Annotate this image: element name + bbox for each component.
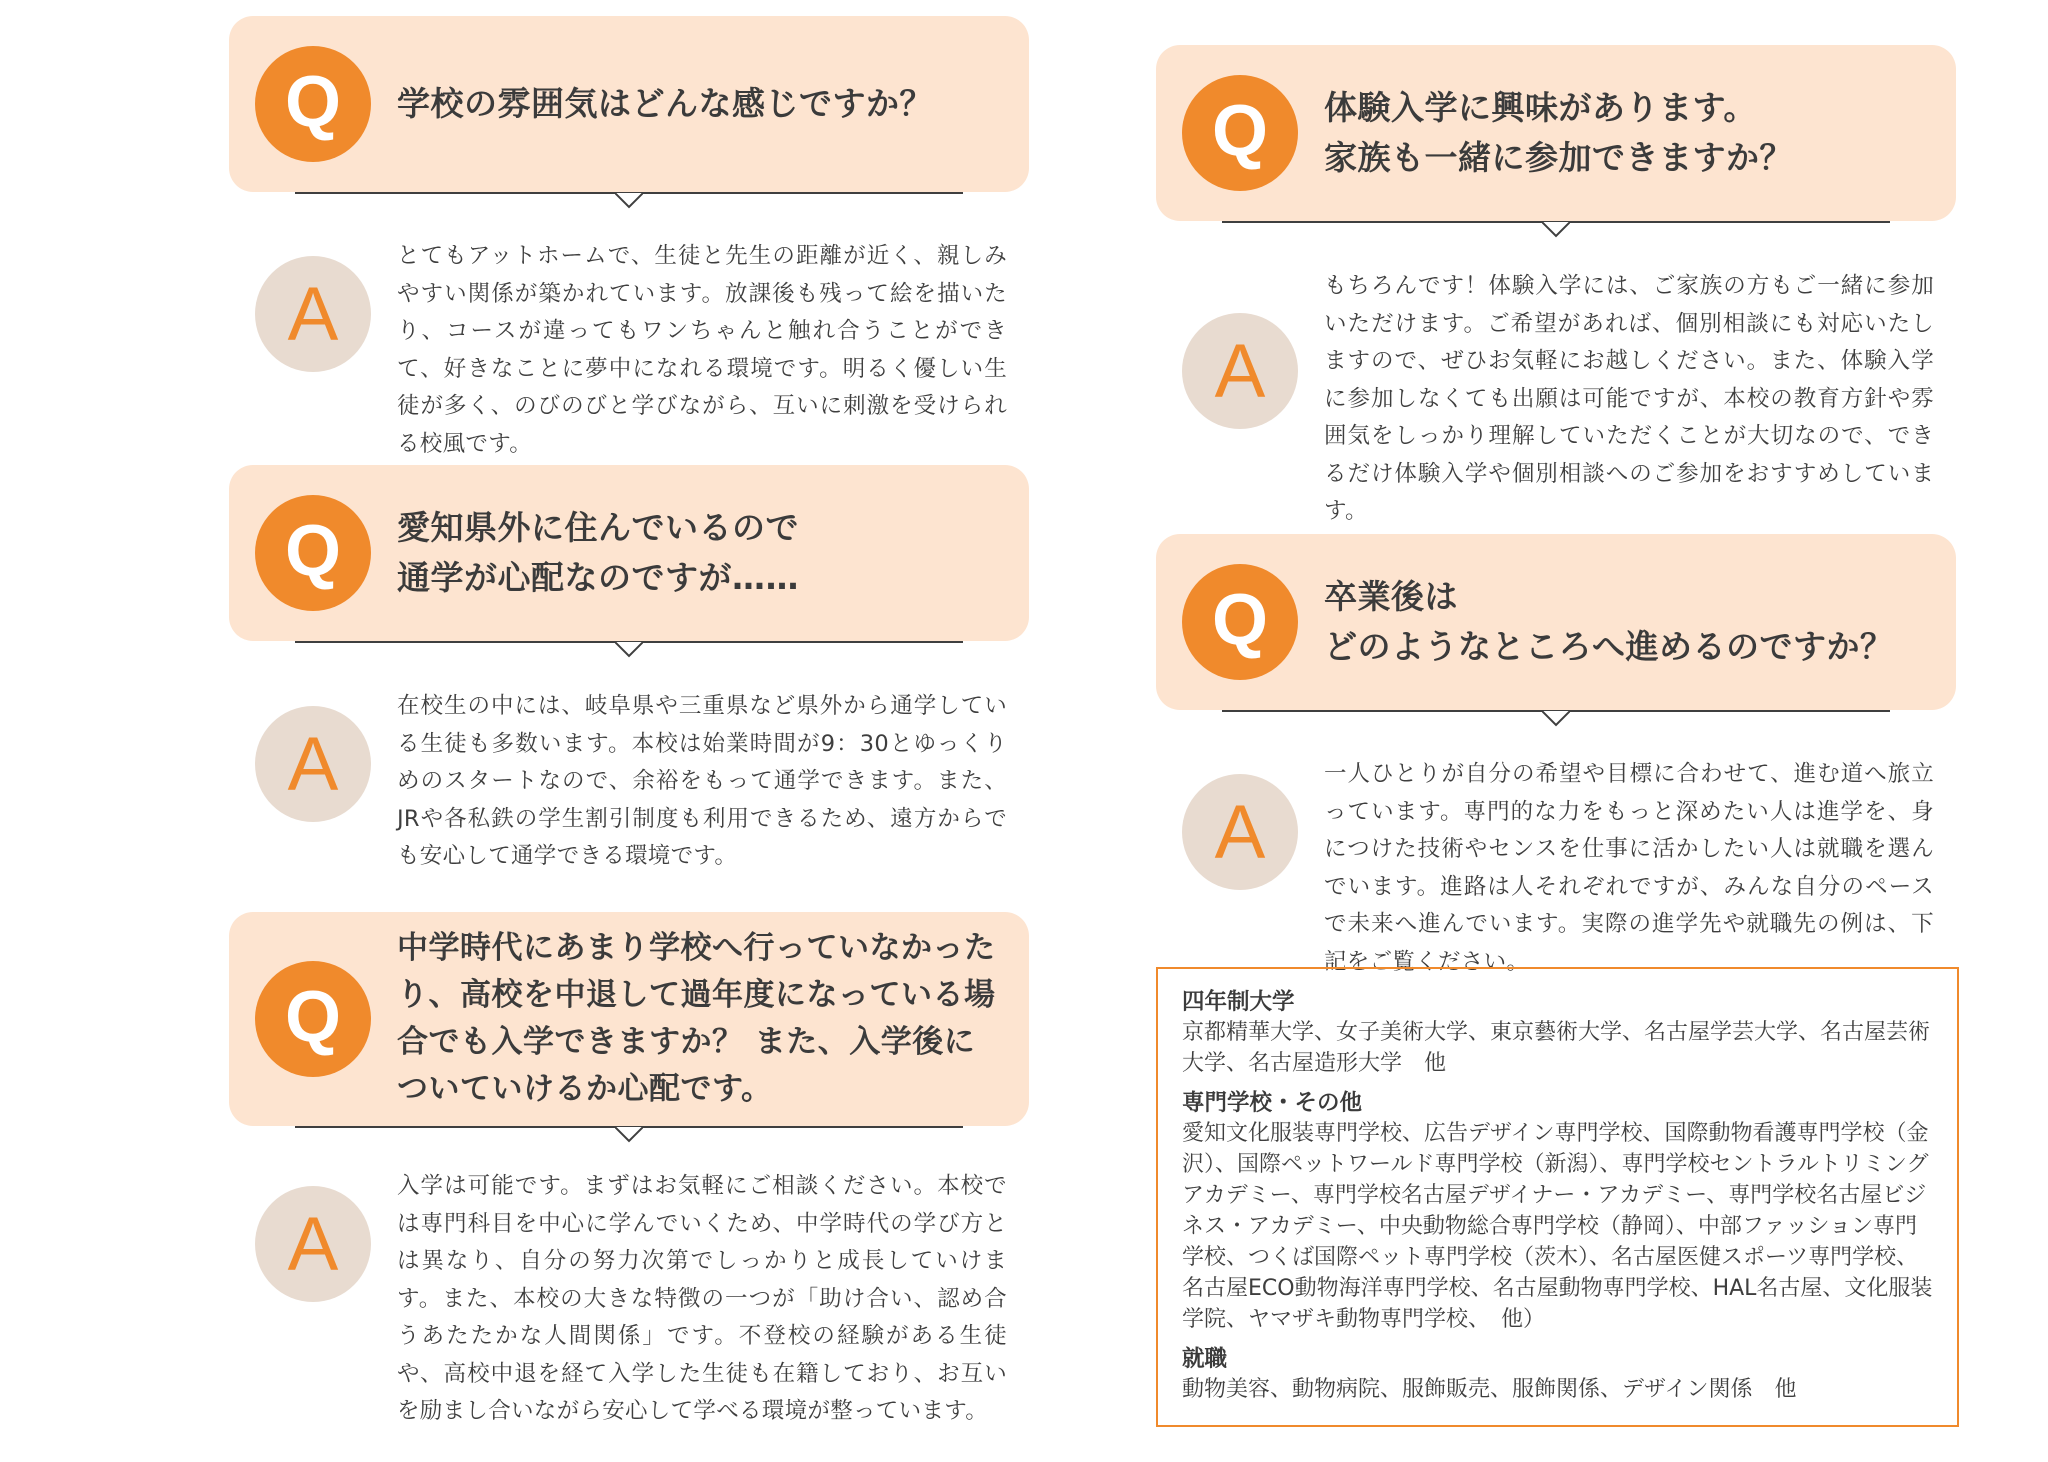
answer-badge [255,706,371,822]
svg-text:A: A [287,274,339,354]
answer-text: とてもアットホームで、生徒と先生の距離が近く、親しみやすい関係が築かれています。放課後も残って絵を描いたり、コースが違ってもワンちゃんと触れ合うことができて、好きなことに夢中になれる環境です。明るく優しい生徒が多く、のびのびと学びながら、互いに刺激を受けられる校風です。 [397,243,1007,457]
svg-text:Q: Q [284,64,342,142]
faq-item-open-campus [1156,45,1956,524]
q-letter-icon [273,979,353,1059]
answer-row [1182,268,1934,531]
speech-pointer-icon [615,1127,643,1143]
answer-text: 入学は可能です。まずはお気軽にご相談ください。本校では専門科目を中心に学んでいくため、中学時代の学び方とは異なり、自分の努力次第でしっかりと成長していけます。また、本校の大きな特徴の一つが「助け合い、認め合うあたたかな人間関係」です。不登校の経験がある生徒や、高校中退を経て入学した生徒も在籍しており、お互いを励まし合いながら安心して学べる環境が整っています。 [397,1173,1007,1424]
q-letter-icon [273,64,353,144]
svg-text:A: A [287,724,339,804]
a-letter-icon [273,274,353,354]
question-card [229,16,1029,192]
answer-row [255,1168,1007,1431]
answer-badge [255,256,371,372]
answer-text: 一人ひとりが自分の希望や目標に合わせて、進む道へ旅立っています。専門的な力をもっと深めたい人は進学を、身につけた技術やセンスを仕事に活かしたい人は就職を選んでいます。進路は人それぞれですが、みんな自分のペースで未来へ進んでいます。実際の進学先や就職先の例は、下記をご覧ください。 [1324,761,1934,975]
answer-text: もちろんです！体験入学には、ご家族の方もご一緒に参加いただけます。ご希望があれば、個別相談にも対応いたしますので、ぜひお気軽にお越しください。また、体験入学に参加しなくても出願は可能ですが、本校の教育方針や雰囲気をしっかり理解していただくことが大切なので、できるだけ体験入学や個別相談へのご参加をおすすめしています。 [1324,273,1934,524]
question-text: 体験入学に興味があります。 家族も一緒に参加できますか？ [1324,87,1793,177]
svg-text:Q: Q [1211,582,1269,660]
faq-item-admission-eligibility [229,912,1029,1424]
a-letter-icon [1200,331,1280,411]
employment-heading: 就職 [1182,1346,1228,1372]
speech-pointer-icon [1542,222,1570,238]
vocational-heading: 専門学校・その他 [1182,1090,1363,1116]
speech-pointer-icon [1542,711,1570,727]
answer-text: 在校生の中には、岐阜県や三重県など県外から通学している生徒も多数います。本校は始業時間が9：30とゆっくりめのスタートなので、余裕をもって通学できます。また、JRや各私鉄の学生割引制度も利用できるため、遠方からでも安心して通学できる環境です。 [397,693,1007,869]
question-badge [255,495,371,611]
answer-badge [1182,774,1298,890]
answer-badge [255,1186,371,1302]
question-card [229,465,1029,641]
svg-text:A: A [287,1204,339,1284]
svg-text:A: A [1214,331,1266,411]
question-text: 学校の雰囲気はどんな感じですか？ [397,83,933,123]
q-letter-icon [273,513,353,593]
faq-item-commute [229,465,1029,869]
faq-item-after-graduation [1156,534,1956,975]
svg-text:Q: Q [284,513,342,591]
employment-list: 動物美容、動物病院、服飾販売、服飾関係、デザイン関係 他 [1182,1377,1797,1402]
answer-row [1182,756,1934,981]
question-badge [255,46,371,162]
speech-pointer-icon [615,642,643,658]
question-badge [1182,75,1298,191]
question-badge [255,961,371,1077]
a-letter-icon [273,1204,353,1284]
question-badge [1182,564,1298,680]
question-card [1156,534,1956,710]
faq-item-atmosphere [229,16,1029,457]
question-text: 卒業後は どのようなところへ進めるのですか？ [1324,576,1894,666]
svg-text:A: A [1214,792,1266,872]
question-text: 愛知県外に住んでいるので 通学が心配なのですが…… [397,507,799,597]
university-list: 京都精華大学、女子美術大学、東京藝術大学、名古屋学芸大学、名古屋芸術大学、名古屋造形大学 他 [1182,1020,1931,1076]
answer-row [255,238,1007,463]
question-card [1156,45,1956,221]
answer-badge [1182,313,1298,429]
career-destinations-box [1156,967,1959,1427]
speech-pointer-icon [615,193,643,209]
svg-text:Q: Q [1211,93,1269,171]
answer-row [255,688,1007,876]
question-text: 中学時代にあまり学校へ行っていなかったり、高校を中退して過年度になっている場合でも入学できますか？ また、入学後についていけるか心配です。 [397,929,996,1108]
q-letter-icon [1200,582,1280,662]
a-letter-icon [1200,792,1280,872]
vocational-list: 愛知文化服装専門学校、広告デザイン専門学校、国際動物看護専門学校（金沢）、国際ペットワールド専門学校（新潟）、専門学校セントラルトリミングアカデミー、専門学校名古屋デザイナー・アカデミー、専門学校名古屋ビジネス・アカデミー、中央動物総合専門学校（静岡）、中部ファッション専門学校、つくば国際ペット専門学校（茨木）、名古屋医健スポーツ専門学校、名古屋ECO動物海洋専門学校、名古屋動物専門学校、HAL名古屋、文化服装学院、ヤマザキ動物専門学校、 他） [1182,1121,1933,1332]
svg-text:Q: Q [284,979,342,1057]
university-heading: 四年制大学 [1182,989,1295,1015]
q-letter-icon [1200,93,1280,173]
question-card [229,912,1029,1126]
a-letter-icon [273,724,353,804]
